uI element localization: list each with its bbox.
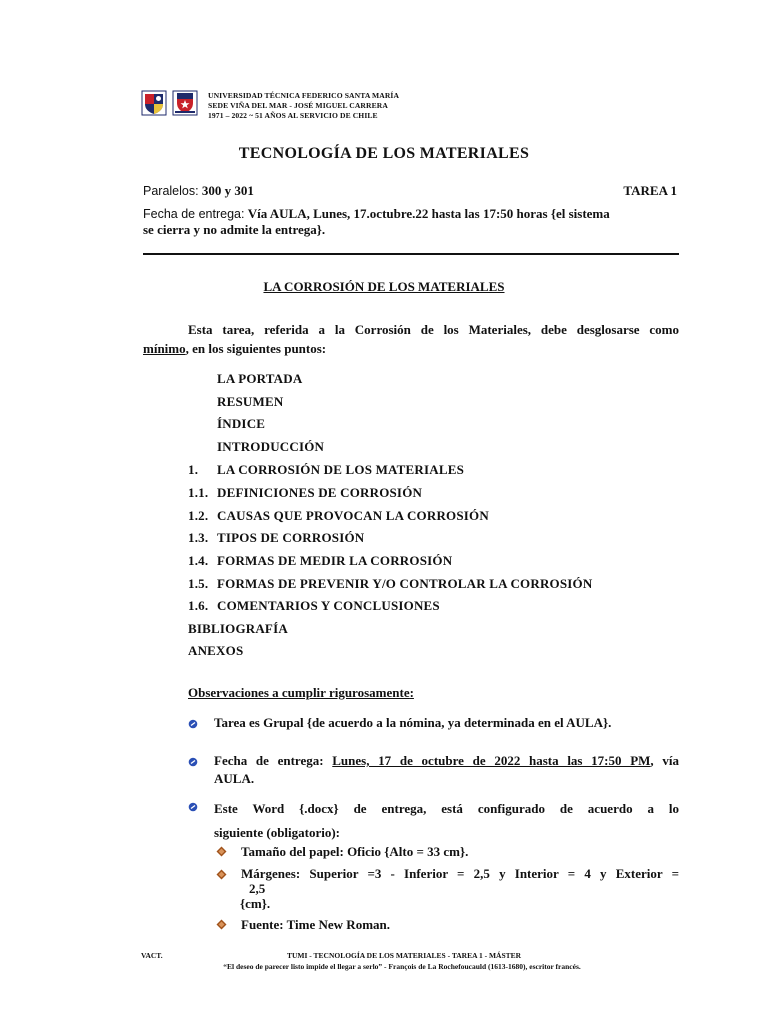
toc-number: 1.5. [188,576,209,591]
fecha-value-1: Vía AULA, Lunes, 17.octubre.22 hasta las 17:50 horas {el sistema [247,206,610,221]
institution-line-3: 1971 – 2022 ~ 51 AÑOS AL SERVICIO DE CHILE [208,111,378,120]
toc-number: 1.1. [188,485,209,500]
footer-line-1 [141,951,681,960]
toc-item: RESUMEN [217,394,284,409]
toc-number: 1.4. [188,553,209,568]
requisito-papel: Tamaño del papel: Oficio {Alto = 33 cm}. [241,844,469,859]
institution-line-2: SEDE VIÑA DEL MAR - JOSÉ MIGUEL CARRERA [208,101,388,110]
toc-item: CAUSAS QUE PROVOCAN LA CORROSIÓN [217,508,489,523]
toc-item-anexos: ANEXOS [188,643,244,658]
toc-item-bibliografia: BIBLIOGRAFÍA [188,621,288,636]
observaciones-title: Observaciones a cumplir rigurosamente: [188,685,414,700]
diamond-bullet-icon [216,869,227,880]
section-subtitle: LA CORROSIÓN DE LOS MATERIALES [263,279,505,294]
toc-number: 1.3. [188,530,209,545]
footer-course: TUMI - TECNOLOGÍA DE LOS MATERIALES - TAREA 1 - MÁSTER [287,951,522,960]
footer-author: VACT. [141,951,163,960]
toc-item: LA PORTADA [217,371,303,386]
requisito-fuente: Fuente: Time New Roman. [241,917,391,932]
fecha-destacada: Lunes, 17 de octubre de 2022 hasta las 17:50 PM [332,753,651,768]
blue-bullet-icon [188,802,198,812]
toc-item: ÍNDICE [217,416,266,431]
toc-number: 1.6. [188,598,209,613]
institution-line-1: UNIVERSIDAD TÉCNICA FEDERICO SANTA MARÍA [208,91,400,100]
toc-item: FORMAS DE MEDIR LA CORROSIÓN [217,553,453,568]
toc-item: TIPOS DE CORROSIÓN [217,530,365,545]
paralelos-value: 300 y 301 [201,183,254,198]
footer-quote: “El deseo de parecer listo impide el llegar a serlo” - François de La Rochefoucauld (1613-1680), escritor francés. [223,962,581,971]
toc-item: LA CORROSIÓN DE LOS MATERIALES [217,462,465,477]
intro-paragraph [143,320,679,358]
minimo-word: mínimo [143,341,186,356]
toc-item: COMENTARIOS Y CONCLUSIONES [217,598,440,613]
page-title: TECNOLOGÍA DE LOS MATERIALES [238,145,530,162]
intro-line-1: Esta tarea, referida a la Corrosión de los Materiales, debe desglosarse como [188,322,679,337]
fecha-value-2: se cierra y no admite la entrega}. [143,222,326,237]
tarea-label: TAREA 1 [623,183,677,198]
chile-shield-icon [172,90,198,116]
toc-number: 1. [188,462,199,477]
paralelos-label: Paralelos: [143,184,199,198]
horizontal-divider [143,253,679,255]
requisito-margenes: Márgenes: Superior =3 - Inferior = 2,5 y Interior = 4 y Exterior = 2,5 {cm}. [240,866,679,911]
fecha-label: Fecha de entrega: [143,207,245,221]
observacion-2: Fecha de entrega: Lunes, 17 de octubre de 2022 hasta las 17:50 PM, vía AULA. [214,753,679,786]
blue-bullet-icon [188,757,198,767]
paralelos-row [143,183,677,199]
university-crest-icon [141,90,167,116]
intro-line-2: mínimo, en los siguientes puntos: [143,341,327,356]
fecha-row [143,206,677,238]
toc-number: 1.2. [188,508,209,523]
diamond-bullet-icon [216,846,227,857]
blue-bullet-icon [188,719,198,729]
institution-header [208,91,399,121]
diamond-bullet-icon [216,919,227,930]
observacion-3: Este Word {.docx} de entrega, está configurado de acuerdo a lo siguiente (obligatorio): [214,801,679,840]
observacion-1: Tarea es Grupal {de acuerdo a la nómina, ya determinada en el AULA}. [214,715,612,730]
toc-item: DEFINICIONES DE CORROSIÓN [217,485,423,500]
toc-item: INTRODUCCIÓN [217,439,325,454]
institution-logos [141,90,199,118]
toc-item: FORMAS DE PREVENIR Y/O CONTROLAR LA CORROSIÓN [217,576,593,591]
